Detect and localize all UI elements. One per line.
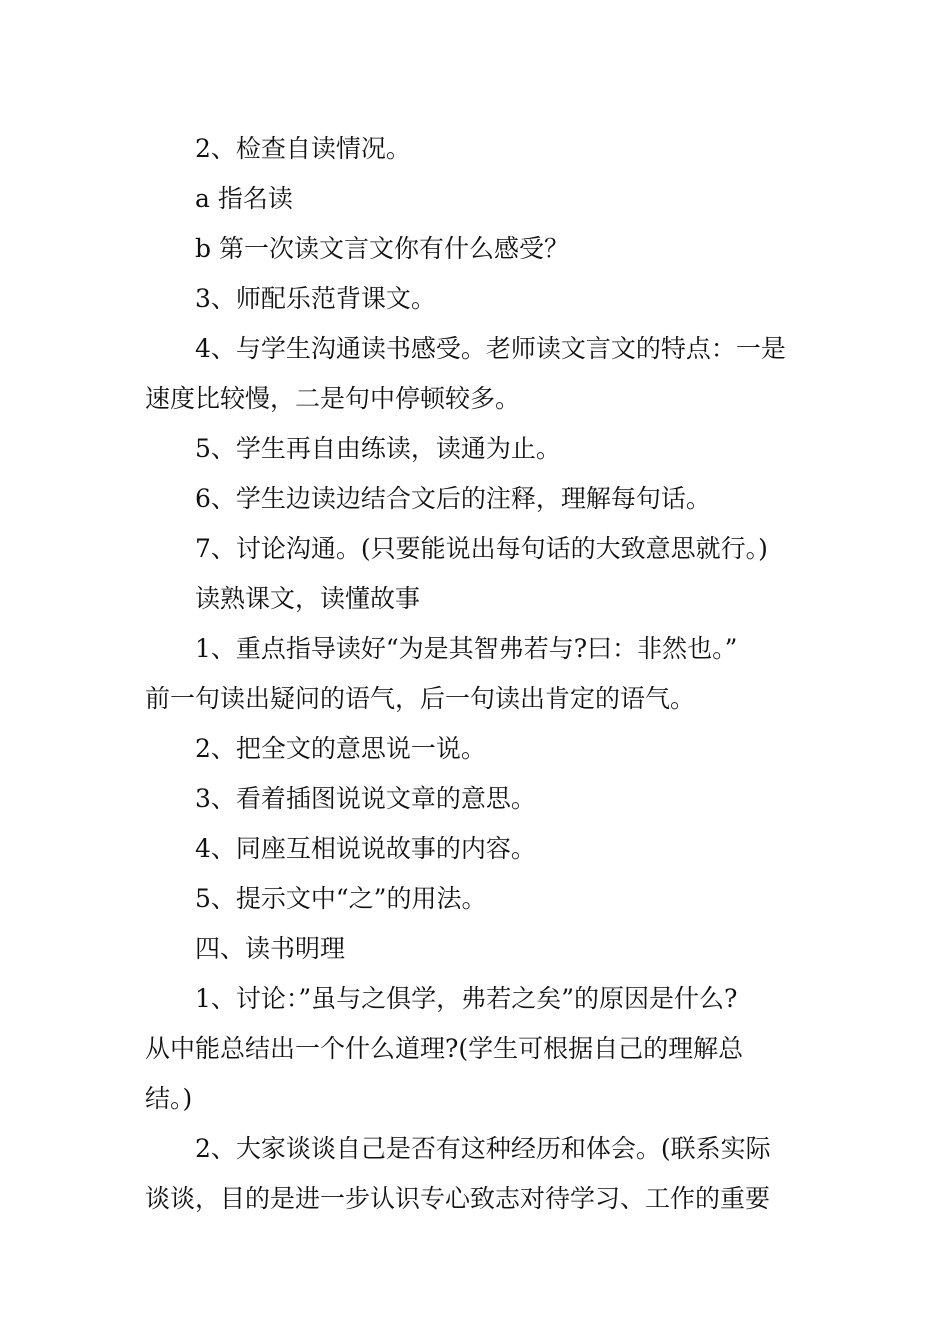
paragraph-check-reading xyxy=(195,124,810,174)
text-line: b 第一次读文言文你有什么感受？ xyxy=(195,234,569,263)
text-line: 4、同座互相说说故事的内容。 xyxy=(195,834,536,863)
paragraph-discussion xyxy=(195,524,810,574)
paragraph-first-feeling xyxy=(195,224,810,274)
text-line: 读熟课文，读懂故事 xyxy=(195,584,421,613)
paragraph-full-meaning xyxy=(195,724,810,774)
text-line: a 指名读 xyxy=(195,184,293,213)
text-line: 2、检查自读情况。 xyxy=(195,134,411,163)
text-line: 速度比较慢，二是句中停顿较多。 xyxy=(145,384,521,413)
text-line: 3、看着插图说说文章的意思。 xyxy=(195,784,536,813)
paragraph-usage-zhi xyxy=(195,874,810,924)
paragraph-illustration xyxy=(195,774,810,824)
paragraph-key-reading xyxy=(145,624,810,724)
paragraph-free-practice xyxy=(195,424,810,474)
paragraph-annotations xyxy=(195,474,810,524)
text-line: 7、讨论沟通。(只要能说出每句话的大致意思就行。) xyxy=(195,534,768,563)
text-line: 2、大家谈谈自己是否有这种经历和体会。(联系实际 xyxy=(195,1134,771,1163)
text-line: 前一句读出疑问的语气，后一句读出肯定的语气。 xyxy=(145,684,696,713)
paragraph-deskmates xyxy=(195,824,810,874)
paragraph-teacher-recites xyxy=(195,274,810,324)
section-heading-reason xyxy=(195,924,810,974)
text-line: 从中能总结出一个什么道理?(学生可根据自己的理解总 xyxy=(145,1034,744,1063)
text-line: 5、提示文中“之”的用法。 xyxy=(195,884,487,913)
section-heading-read-story xyxy=(195,574,810,624)
paragraph-experience xyxy=(145,1124,810,1224)
text-line: 结。) xyxy=(145,1084,193,1113)
text-line: 四、读书明理 xyxy=(195,934,346,963)
paragraph-discussion-reason xyxy=(145,974,810,1124)
text-line: 2、把全文的意思说一说。 xyxy=(195,734,486,763)
text-line: 6、学生边读边结合文后的注释，理解每句话。 xyxy=(195,484,711,513)
text-line: 谈谈，目的是进一步认识专心致志对待学习、工作的重要 xyxy=(145,1184,771,1213)
text-line: 1、讨论：”虽与之俱学，弗若之矣”的原因是什么? xyxy=(195,984,738,1013)
text-line: 4、与学生沟通读书感受。老师读文言文的特点：一是 xyxy=(195,334,786,363)
text-line: 5、学生再自由练读，读通为止。 xyxy=(195,434,561,463)
text-line: 1、重点指导读好“为是其智弗若与?曰：非然也。” xyxy=(195,634,738,663)
paragraph-reading-features xyxy=(145,324,810,424)
text-line: 3、师配乐范背课文。 xyxy=(195,284,436,313)
paragraph-named-reading xyxy=(195,174,810,224)
